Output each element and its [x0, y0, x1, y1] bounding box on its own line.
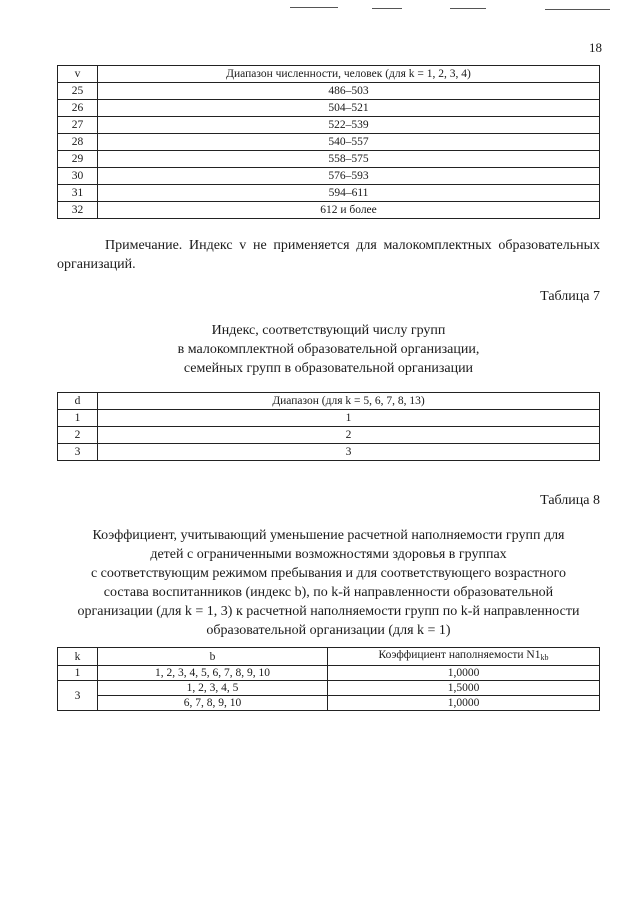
table-header-row: [58, 393, 600, 410]
title-line: детей с ограниченными возможностями здоровья в группах: [150, 547, 507, 562]
note-paragraph: Примечание. Индекс v не применяется для малокомплектных образовательных организаций.: [57, 238, 600, 272]
table-header-row: [58, 648, 600, 666]
cell-coef: 1,0000: [328, 696, 600, 711]
cell-range: 540–557: [98, 134, 600, 151]
table7-label: Таблица 7: [540, 289, 600, 304]
cell-b: 1, 2, 3, 4, 5, 6, 7, 8, 9, 10: [98, 666, 328, 681]
cell-v: 28: [58, 134, 98, 151]
cell-range: 504–521: [98, 100, 600, 117]
table-row: [58, 410, 600, 427]
column-header: v: [58, 66, 98, 83]
cell-d: 1: [58, 410, 98, 427]
title-line: образовательной организации (для k = 1): [206, 623, 451, 638]
column-header: [328, 648, 600, 666]
table-row: [58, 83, 600, 100]
cell-v: 26: [58, 100, 98, 117]
title-line: с соответствующим режимом пребывания и для соответствующего возрастного: [90, 566, 567, 581]
cell-v: 25: [58, 83, 98, 100]
title-line: Индекс, соответствующий числу групп: [211, 323, 446, 338]
group-index-table: [57, 392, 600, 461]
cell-range: 558–575: [98, 151, 600, 168]
cell-v: 27: [58, 117, 98, 134]
table-row: [58, 444, 600, 461]
cell-k: 3: [58, 681, 98, 711]
cell-range: 3: [98, 444, 600, 461]
title-line: в малокомплектной образовательной организации,: [177, 342, 480, 357]
cell-range: 486–503: [98, 83, 600, 100]
column-header: Диапазон численности, человек (для k = 1, 2, 3, 4): [98, 66, 600, 83]
column-header: k: [58, 648, 98, 666]
coef-header-subscript: kb: [540, 653, 549, 662]
title-line: Коэффициент, учитывающий уменьшение расчетной наполняемости групп для: [92, 528, 565, 543]
title-line: организации (для k = 1, 3) к расчетной наполняемости групп по k-й направленности: [77, 604, 580, 619]
table-row: [58, 185, 600, 202]
scan-artifact-line: [290, 7, 338, 8]
cell-b: 1, 2, 3, 4, 5: [98, 681, 328, 696]
table-row: [58, 696, 600, 711]
coef-header-text: Коэффициент наполняемости N1: [378, 649, 541, 661]
cell-coef: 1,5000: [328, 681, 600, 696]
cell-v: 31: [58, 185, 98, 202]
cell-d: 2: [58, 427, 98, 444]
cell-range: 612 и более: [98, 202, 600, 219]
column-header: Диапазон (для k = 5, 6, 7, 8, 13): [98, 393, 600, 410]
cell-v: 29: [58, 151, 98, 168]
table-row: [58, 117, 600, 134]
table-header-row: [58, 66, 600, 83]
table-row: [58, 681, 600, 696]
cell-v: 32: [58, 202, 98, 219]
cell-range: 594–611: [98, 185, 600, 202]
cell-v: 30: [58, 168, 98, 185]
column-header: d: [58, 393, 98, 410]
fill-coefficient-table: [57, 647, 600, 711]
cell-k: 1: [58, 666, 98, 681]
scan-artifact-line: [450, 8, 486, 9]
cell-range: 1: [98, 410, 600, 427]
scan-artifact-line: [545, 9, 610, 10]
cell-d: 3: [58, 444, 98, 461]
table-row: [58, 168, 600, 185]
table-row: [58, 100, 600, 117]
table-row: [58, 151, 600, 168]
scan-artifact-line: [372, 8, 402, 9]
title-line: состава воспитанников (индекс b), по k-й направленности образовательной: [103, 585, 554, 600]
population-range-table: [57, 65, 600, 219]
cell-coef: 1,0000: [328, 666, 600, 681]
cell-range: 522–539: [98, 117, 600, 134]
title-line: семейных групп в образовательной организации: [183, 361, 474, 376]
table-row: [58, 202, 600, 219]
table8-title: [57, 526, 600, 640]
table7-title: [57, 321, 600, 378]
table-row: [58, 666, 600, 681]
table-row: [58, 427, 600, 444]
cell-b: 6, 7, 8, 9, 10: [98, 696, 328, 711]
table8-label: Таблица 8: [540, 493, 600, 508]
page-number: 18: [589, 40, 602, 55]
cell-range: 576–593: [98, 168, 600, 185]
table-row: [58, 134, 600, 151]
column-header: b: [98, 648, 328, 666]
cell-range: 2: [98, 427, 600, 444]
